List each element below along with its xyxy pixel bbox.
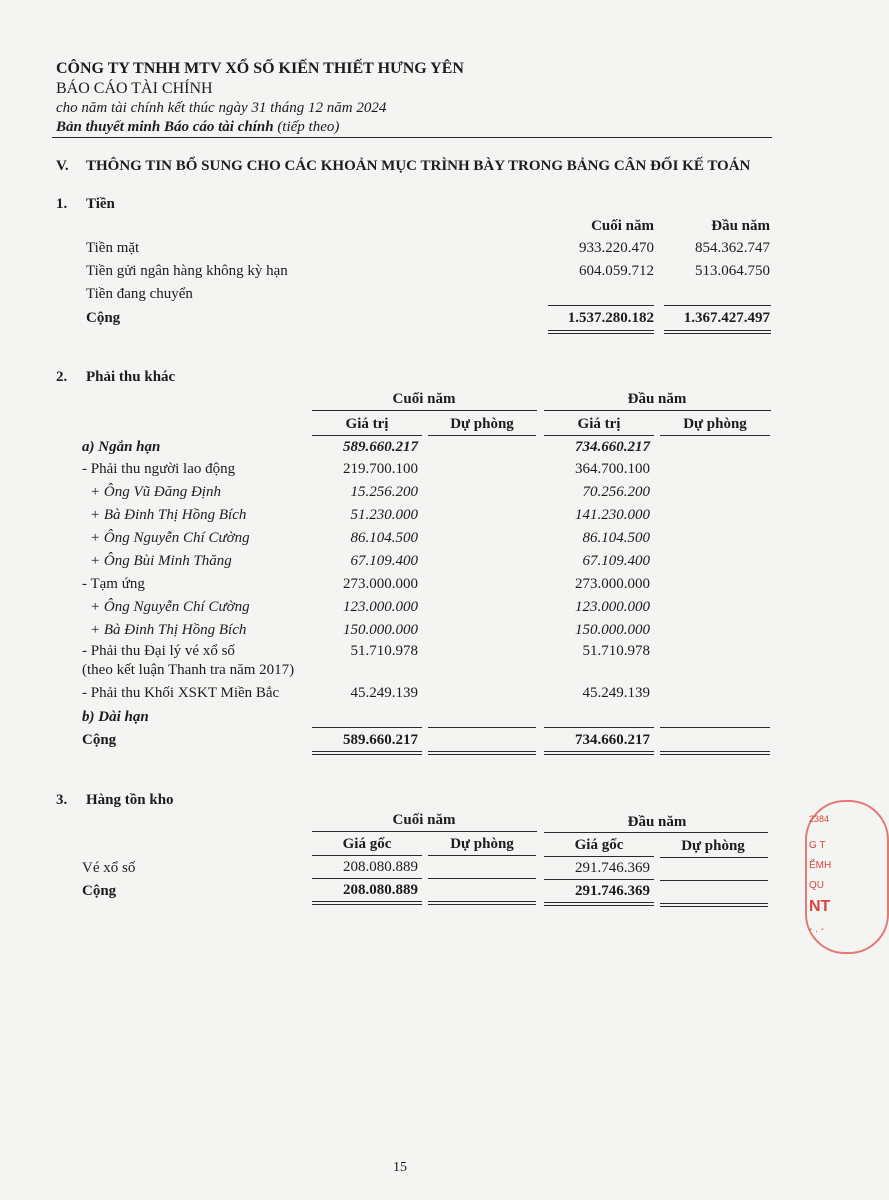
stamp-text: - . - <box>809 924 824 935</box>
s3-row-end: 208.080.889 <box>343 859 418 875</box>
s3-sub-rule <box>428 855 536 856</box>
s1-row-label: Tiền mặt <box>86 240 140 256</box>
s2-row-end: 86.104.500 <box>350 530 418 546</box>
s2-row-end: 67.109.400 <box>350 553 418 569</box>
s3-title: Hàng tồn kho <box>86 792 174 808</box>
s3-total-double-rule <box>312 901 422 902</box>
s2-group-rule <box>312 410 537 411</box>
s2-row-begin: 123.000.000 <box>575 599 650 615</box>
s3-sub-prov-end: Dự phòng <box>450 836 514 852</box>
section-v-number: V. <box>56 158 69 174</box>
notes-heading <box>56 119 339 136</box>
s3-group-rule <box>544 832 768 833</box>
s2-total-end: 589.660.217 <box>343 732 418 748</box>
s3-total-begin: 291.746.369 <box>575 883 650 899</box>
s3-group-begin-header: Đầu năm <box>627 814 687 830</box>
s2-row-label: + Bà Đinh Thị Hồng Bích <box>90 507 247 523</box>
s2-row-label: + Bà Đinh Thị Hồng Bích <box>90 622 247 638</box>
s2-short-term-begin: 734.660.217 <box>575 439 650 455</box>
s2-total-double-rule <box>544 751 654 752</box>
s3-number: 3. <box>56 792 68 808</box>
s2-row-begin: 141.230.000 <box>575 507 650 523</box>
s1-total-double-rule <box>548 330 654 331</box>
stamp-text: NT <box>809 898 831 915</box>
stamp-text: 2384 <box>809 814 830 824</box>
s2-subtotal-rule <box>544 727 654 728</box>
s3-sub-prov-begin: Dự phòng <box>681 838 745 854</box>
section-v-title: THÔNG TIN BỔ SUNG CHO CÁC KHOẢN MỤC TRÌNH BÀY TRONG BẢNG CÂN ĐỐI KẾ TOÁN <box>86 158 751 174</box>
s2-row-end: 273.000.000 <box>343 576 418 592</box>
s1-total-label: Cộng <box>86 310 121 326</box>
s1-total-double-rule <box>664 330 771 331</box>
company-name: CÔNG TY TNHH MTV XỔ SỐ KIẾN THIẾT HƯNG YÊN <box>56 60 464 77</box>
s2-row-label: - Phải thu Khối XSKT Miền Bắc <box>82 685 280 701</box>
s1-row-begin: 854.362.747 <box>695 240 770 256</box>
s2-sub-value-begin: Giá trị <box>577 416 621 432</box>
s2-total-double-rule <box>312 754 422 755</box>
s2-row-label: + Ông Bùi Minh Thăng <box>90 553 232 569</box>
s2-subtotal-rule <box>312 727 422 728</box>
s1-row-end: 933.220.470 <box>579 240 654 256</box>
s2-subtotal-rule <box>660 727 770 728</box>
s3-total-double-rule <box>428 904 536 905</box>
s2-group-end-header: Cuối năm <box>392 391 456 407</box>
stamp-text: G T <box>809 840 826 851</box>
s2-sub-value-end: Giá trị <box>345 416 389 432</box>
s2-total-double-rule <box>660 754 770 755</box>
s3-group-end-header: Cuối năm <box>392 812 456 828</box>
s3-total-double-rule <box>544 905 654 906</box>
s3-group-rule <box>312 831 537 832</box>
s1-row-label: Tiền đang chuyển <box>86 286 193 302</box>
s2-row-note: (theo kết luận Thanh tra năm 2017) <box>82 662 295 678</box>
s3-total-double-rule <box>660 906 768 907</box>
stamp-text: QU <box>809 880 824 891</box>
s2-total-double-rule <box>428 754 536 755</box>
s3-row-label: Vé xổ số <box>82 860 136 876</box>
s1-subtotal-rule <box>548 305 654 306</box>
s3-subtotal-rule <box>428 878 536 879</box>
report-period: cho năm tài chính kết thúc ngày 31 tháng 12 năm 2024 <box>56 100 387 116</box>
s2-row-begin: 51.710.978 <box>582 643 650 659</box>
s1-row-begin: 513.064.750 <box>695 263 770 279</box>
s1-col-end-header: Cuối năm <box>591 218 654 234</box>
s1-total-end: 1.537.280.182 <box>567 310 654 326</box>
s2-row-label: + Ông Nguyễn Chí Cường <box>90 599 250 615</box>
s2-sub-rule <box>312 435 422 436</box>
s2-total-double-rule <box>660 751 770 752</box>
stamp-text: ẾMH <box>809 860 832 871</box>
s2-total-begin: 734.660.217 <box>575 732 650 748</box>
s2-row-begin: 67.109.400 <box>582 553 650 569</box>
s1-col-begin-header: Đầu năm <box>711 218 770 234</box>
company-stamp <box>803 800 832 950</box>
s3-subtotal-rule <box>544 879 654 880</box>
s2-row-begin: 150.000.000 <box>575 622 650 638</box>
s2-row-begin: 86.104.500 <box>582 530 650 546</box>
s2-sub-rule <box>660 435 770 436</box>
s2-row-end: 45.249.139 <box>350 685 418 701</box>
s1-title: Tiền <box>86 196 115 212</box>
s3-subtotal-rule <box>660 880 768 881</box>
s2-row-begin: 45.249.139 <box>582 685 650 701</box>
s2-group-rule <box>544 410 771 411</box>
s3-total-double-rule <box>660 903 768 904</box>
s2-total-double-rule <box>312 751 422 752</box>
s1-subtotal-rule <box>664 305 771 306</box>
s2-sub-prov-begin: Dự phòng <box>683 416 747 432</box>
s2-row-begin: 70.256.200 <box>582 484 650 500</box>
s2-row-end: 150.000.000 <box>343 622 418 638</box>
s2-sub-rule <box>544 435 654 436</box>
notes-title: Bản thuyết minh Báo cáo tài chính <box>56 119 274 135</box>
s2-long-term-label: b) Dài hạn <box>82 709 149 725</box>
s2-row-end: 15.256.200 <box>350 484 418 500</box>
s2-total-label: Cộng <box>82 732 117 748</box>
s3-total-end: 208.080.889 <box>343 882 418 898</box>
s3-subtotal-rule <box>312 878 422 879</box>
s3-row-begin: 291.746.369 <box>575 860 650 876</box>
report-title: BÁO CÁO TÀI CHÍNH <box>56 80 213 97</box>
s2-sub-prov-end: Dự phòng <box>450 416 514 432</box>
s2-short-term-end: 589.660.217 <box>343 439 418 455</box>
s2-row-label: + Ông Nguyễn Chí Cường <box>90 530 250 546</box>
s1-total-begin: 1.367.427.497 <box>683 310 770 326</box>
s3-sub-rule <box>544 856 654 857</box>
s2-row-label: + Ông Vũ Đăng Định <box>90 484 221 500</box>
s2-sub-rule <box>428 435 536 436</box>
s1-row-end: 604.059.712 <box>579 263 654 279</box>
s3-total-double-rule <box>428 901 536 902</box>
s1-row-label: Tiền gửi ngân hàng không kỳ hạn <box>86 263 288 279</box>
s2-total-double-rule <box>428 751 536 752</box>
page-number: 15 <box>393 1160 407 1175</box>
s2-row-label: - Tạm ứng <box>82 576 145 592</box>
s2-number: 2. <box>56 369 68 385</box>
s2-row-end: 123.000.000 <box>343 599 418 615</box>
s1-total-double-rule <box>664 333 771 334</box>
s3-total-label: Cộng <box>82 883 117 899</box>
s3-total-double-rule <box>544 902 654 903</box>
s2-row-begin: 273.000.000 <box>575 576 650 592</box>
s2-row-end: 219.700.100 <box>343 461 418 477</box>
s2-short-term-label: a) Ngắn hạn <box>82 439 161 455</box>
s2-subtotal-rule <box>428 727 536 728</box>
s2-title: Phải thu khác <box>86 369 176 385</box>
s2-total-double-rule <box>544 754 654 755</box>
s1-total-double-rule <box>548 333 654 334</box>
s3-sub-cost-begin: Giá gốc <box>574 837 624 853</box>
s2-row-label: - Phải thu Đại lý vé xổ số <box>82 643 235 659</box>
notes-continued: (tiếp theo) <box>277 119 340 135</box>
s2-row-end: 51.710.978 <box>350 643 418 659</box>
s3-total-double-rule <box>312 904 422 905</box>
s3-sub-rule <box>312 855 422 856</box>
s2-row-end: 51.230.000 <box>350 507 418 523</box>
s2-group-begin-header: Đầu năm <box>627 391 687 407</box>
s2-row-label: - Phải thu người lao động <box>82 461 236 477</box>
s3-sub-rule <box>660 857 768 858</box>
s3-sub-cost-end: Giá gốc <box>342 836 392 852</box>
header-rule <box>52 137 772 138</box>
s2-row-begin: 364.700.100 <box>575 461 650 477</box>
s1-number: 1. <box>56 196 68 212</box>
